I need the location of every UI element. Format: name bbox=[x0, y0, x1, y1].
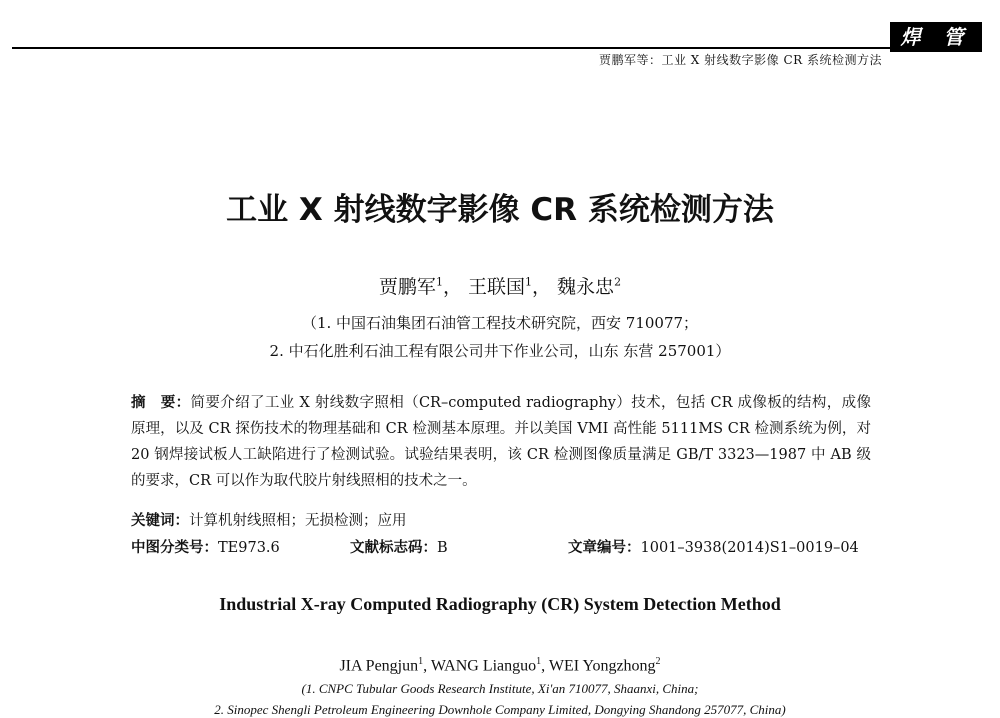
english-author-name: WANG Lianguo bbox=[430, 657, 537, 675]
keywords-label: 关键词： bbox=[131, 513, 189, 529]
english-author-name: WEI Yongzhong bbox=[548, 657, 656, 675]
running-head: 贾鹏军等：工业 X 射线数字影像 CR 系统检测方法 bbox=[598, 53, 882, 67]
english-affiliation-line: 2. Sinopec Shengli Petroleum Engineering Downhole Company Limited, Dongying Shandong 257077, China) bbox=[214, 702, 786, 717]
clc-label: 中图分类号： bbox=[131, 540, 218, 556]
section-tab: 焊 管 bbox=[890, 22, 982, 52]
paper-title: 工业 X 射线数字影像 CR 系统检测方法 bbox=[226, 192, 774, 228]
abstract-label: 摘 要： bbox=[131, 395, 191, 411]
abstract-text: 简要介绍了工业 X 射线数字照相（CR–computed radiography）技术，包括 CR 成像板的结构，成像原理，以及 CR 探伤技术的物理基础和 CR 检测基本原理。并以美国 VMI 高性能 5111MS CR 检测系统为例，对 20 钢焊接试板人工缺陷进行了检测试验。试验结果表明，该 CR 检测图像质量满足 GB/T 3323—1987 中 AB 级的要求，CR 可以作为取代胶片射线照相的技术之一。 bbox=[131, 395, 871, 489]
author-affiliation-mark: 1 bbox=[435, 275, 443, 289]
article-number-label: 文章编号： bbox=[568, 540, 641, 556]
clc-number bbox=[131, 536, 280, 557]
english-author-affiliation-mark: 2 bbox=[655, 656, 661, 667]
author-list: 贾鹏军$^1$， 王联国$^1$， 魏永忠$^2$ bbox=[378, 275, 622, 298]
english-author-list: JIA Pengjun$^1$, WANG Lianguo$^1$, WEI Yongzhong$^2$ bbox=[339, 656, 661, 675]
english-affiliation-line: (1. CNPC Tubular Goods Research Institute, Xi'an 710077, Shaanxi, China; bbox=[301, 681, 699, 696]
affiliation-line: （1. 中国石油集团石油管工程技术研究院，西安 710077； bbox=[301, 314, 699, 332]
author-name: 魏永忠 bbox=[557, 276, 615, 298]
keywords bbox=[131, 509, 407, 530]
abstract bbox=[131, 390, 871, 494]
keywords-text: 计算机射线照相；无损检测；应用 bbox=[189, 513, 407, 529]
author-affiliation-mark: 2 bbox=[614, 275, 622, 289]
document-code bbox=[350, 536, 448, 557]
article-number bbox=[568, 536, 859, 557]
english-title: Industrial X-ray Computed Radiography (CR) System Detection Method bbox=[219, 594, 781, 614]
english-author-name: JIA Pengjun bbox=[339, 657, 419, 675]
affiliation-line: 2. 中石化胜利石油工程有限公司井下作业公司，山东 东营 257001） bbox=[269, 342, 731, 360]
author-name: 王联国 bbox=[467, 276, 525, 298]
english-author-affiliation-mark: 1 bbox=[418, 656, 424, 667]
clc-value: TE973.6 bbox=[218, 540, 280, 556]
english-author-affiliation-mark: 1 bbox=[536, 656, 542, 667]
author-affiliation-mark: 1 bbox=[525, 275, 532, 289]
author-name: 贾鹏军 bbox=[378, 276, 436, 298]
header-rule bbox=[12, 47, 912, 49]
document-code-value: B bbox=[437, 540, 448, 556]
document-code-label: 文献标志码： bbox=[350, 540, 437, 556]
article-number-value: 1001–3938(2014)S1–0019–04 bbox=[640, 540, 859, 556]
